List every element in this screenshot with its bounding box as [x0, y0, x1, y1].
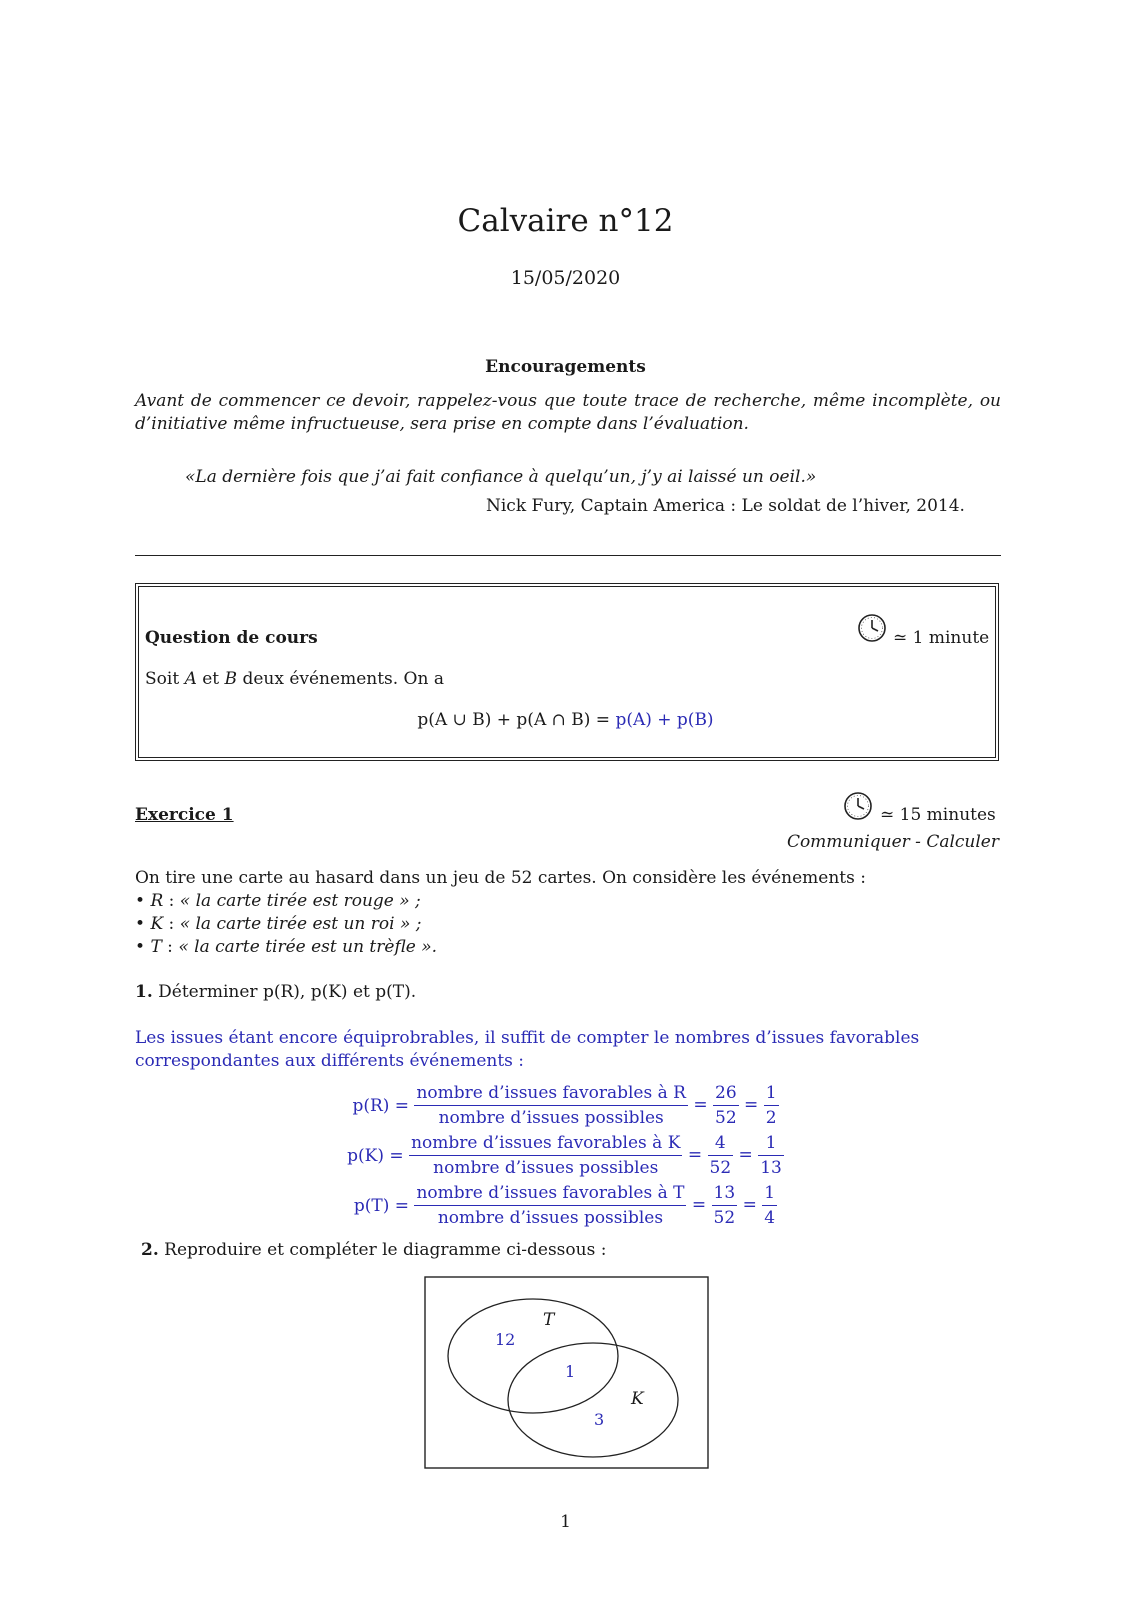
venn-value-t-only: 12: [495, 1330, 516, 1349]
venn-set-t: [448, 1299, 618, 1413]
encouragements-heading: Encouragements: [485, 357, 646, 377]
answer-text: Les issues étant encore équiprobrables, il suffit de compter le nombres d’issues favorables correspondantes aux différents événements :: [135, 1028, 920, 1071]
formula-answer: p(A) + p(B): [615, 710, 714, 730]
cours-formula: [0, 710, 1131, 730]
document-date: 15/05/2020: [510, 267, 621, 289]
equation-row: p(K) = $\frac{\text{nombre d’issues favorables à K}}{\text{nombre d’issues possibles}}$ = $\frac{4}{52}$ = $\frac{1}{13}$: [347, 1133, 782, 1178]
venn-value-intersection: 1: [565, 1362, 576, 1381]
encouragements-text: Avant de commencer ce devoir, rappelez-vous que toute trace de recherche, même incomplète, ou d’initiative même infructueuse, sera prise en compte dans l’évaluation.: [135, 391, 1001, 434]
event-item: • R : « la carte tirée est rouge » ;: [135, 891, 421, 911]
question-2: 2. Reproduire et compléter le diagramme ci-dessous :: [141, 1240, 607, 1260]
exercise-intro: On tire une carte au hasard dans un jeu de 52 cartes. On considère les événements :: [135, 868, 866, 888]
quote: «La dernière fois que j’ai fait confiance à quelqu’un, j’y ai laissé un oeil.»: [185, 467, 817, 487]
page-number: 1: [560, 1512, 571, 1532]
exercise-time: ≃ 15 minutes: [880, 805, 996, 825]
event-item: • K : « la carte tirée est un roi » ;: [135, 914, 422, 934]
equation-row: p(R) = $\frac{\text{nombre d’issues favorables à R}}{\text{nombre d’issues possibles}}$ = $\frac{26}{52}$ = $\frac{1}{2}$: [352, 1083, 777, 1128]
quote-source: Nick Fury, Captain America : Le soldat de l’hiver, 2014.: [486, 496, 965, 516]
venn-set-k: [508, 1343, 678, 1457]
cours-text: Soit A et B deux événements. On a: [145, 669, 444, 689]
exercise-skills: Communiquer - Calculer: [786, 832, 999, 852]
formula-left: p(A ∪ B) + p(A ∩ B) =: [417, 710, 616, 730]
venn-diagram: [424, 1276, 710, 1470]
cours-time: ≃ 1 minute: [893, 628, 990, 648]
cours-title: Question de cours: [145, 628, 318, 648]
question-1: 1. Déterminer p(R), p(K) et p(T).: [135, 982, 417, 1002]
venn-value-k-only: 3: [594, 1410, 605, 1429]
venn-label-k: K: [631, 1389, 644, 1409]
equation-row: p(T) = $\frac{\text{nombre d’issues favorables à T}}{\text{nombre d’issues possibles}}$ = $\frac{13}{52}$ = $\frac{1}{4}$: [353, 1183, 776, 1228]
event-item: • T : « la carte tirée est un trèfle ».: [135, 937, 438, 957]
clock-icon: [843, 791, 873, 821]
exercise-title: Exercice 1: [135, 805, 234, 825]
separator-line: [135, 555, 1001, 556]
venn-label-t: T: [543, 1310, 555, 1330]
document-title: Calvaire n°12: [457, 203, 674, 239]
clock-icon: [857, 613, 887, 643]
